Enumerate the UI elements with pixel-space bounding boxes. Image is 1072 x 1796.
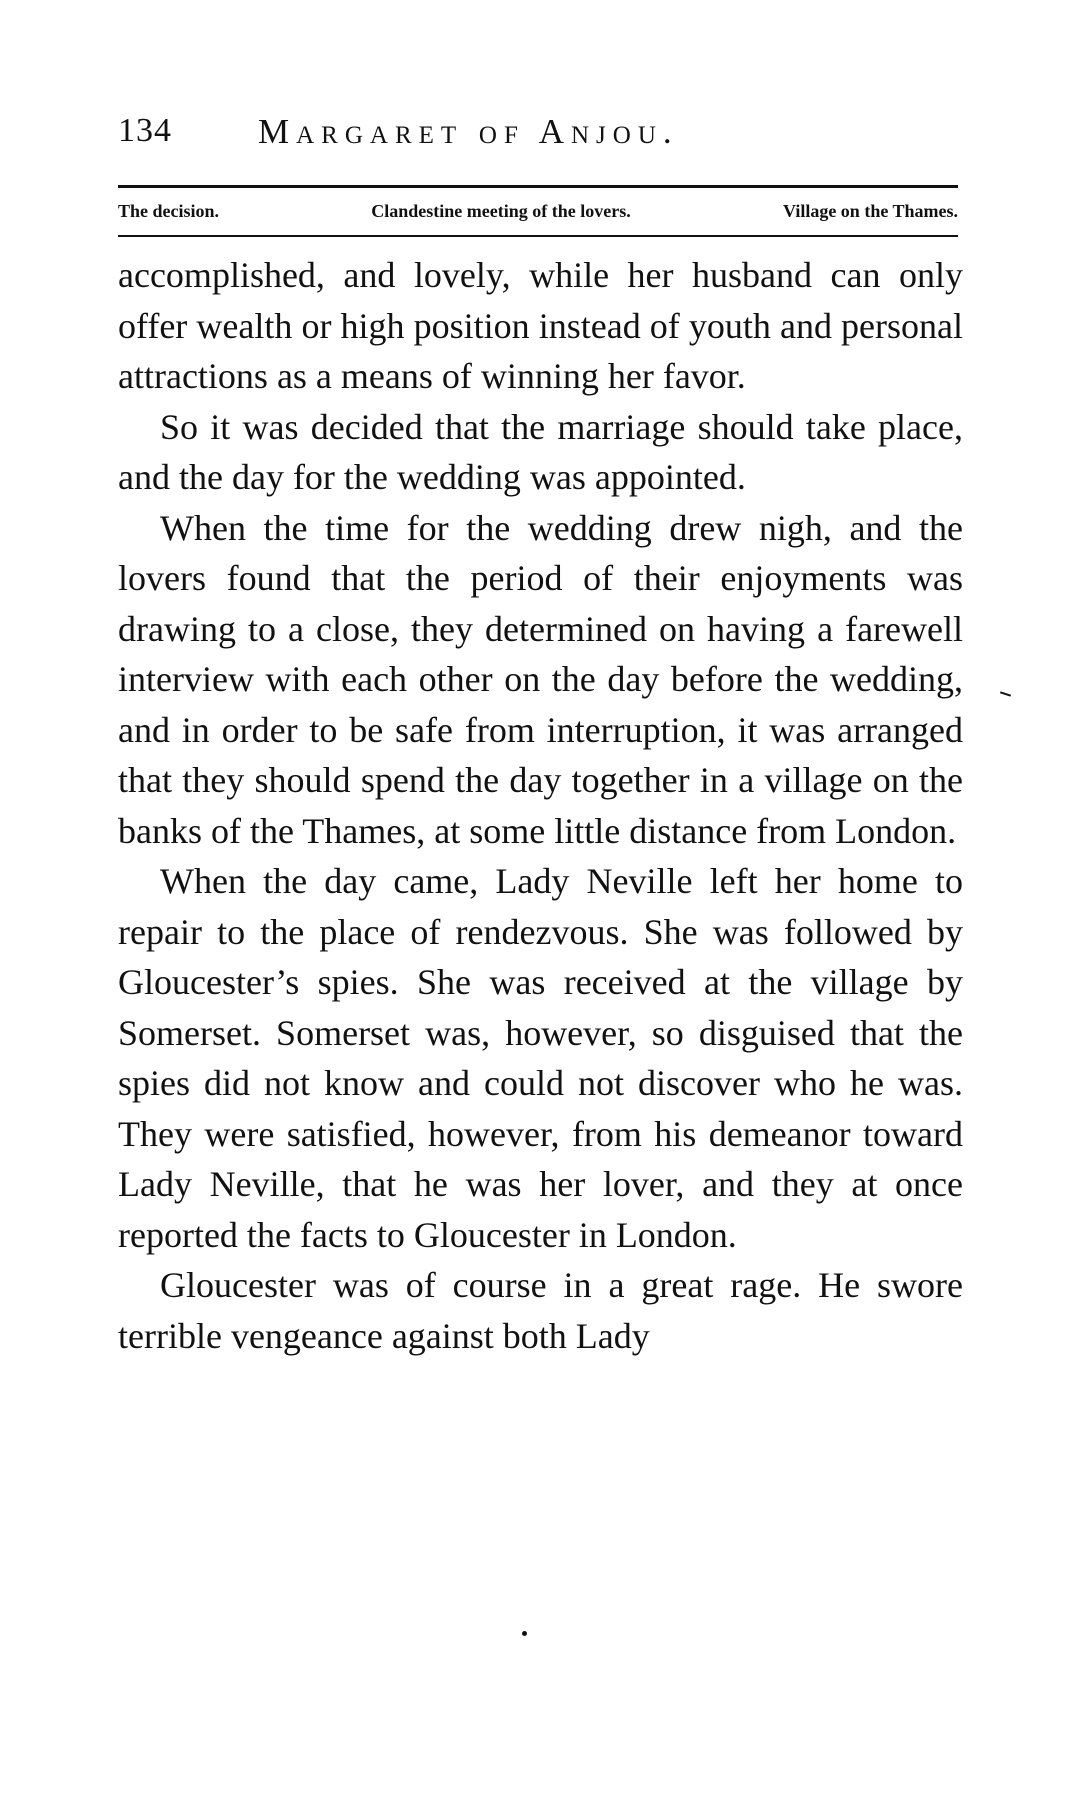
page-number: 134 — [118, 112, 172, 149]
topic-clandestine-meeting: Clandestine meeting of the lovers. — [371, 200, 631, 221]
paragraph-gloucester-rage: Gloucester was of course in a great rage. He swore terrible vengeance against both Lady — [118, 1265, 963, 1356]
margin-mark — [1000, 691, 1011, 696]
paragraph-farewell-plan: When the time for the wedding drew nigh, and the lovers found that the period of their enjoyments was drawing to a close, they determined on having a farewell interview with each other on the day before the wedding, and in order to be safe from interruption, it was arranged that they should spend the day together in a village on the banks of the Thames, at some little distance from London. — [118, 507, 963, 851]
body-text — [118, 250, 963, 1361]
paragraph-marriage-decision: So it was decided that the marriage should take place, and the day for the wedding was appointed. — [118, 406, 963, 497]
header-rule-top — [118, 185, 958, 188]
running-title: Margaret of Anjou. — [258, 112, 679, 151]
topic-summary — [118, 199, 958, 223]
topic-village-on-thames: Village on the Thames. — [782, 200, 958, 221]
paragraph-rendezvous: When the day came, Lady Neville left her home to repair to the place of rendezvous. She was followed by Gloucester’s spies. She was received at the village by Somerset. Somerset was, however, so disguised that the spies did not know and could not discover who he was. They were satisfied, however, from his demeanor toward Lady Neville, that he was her lover, and they at once reported the facts to Gloucester in London. — [118, 861, 963, 1255]
topic-decision: The decision. — [118, 200, 220, 221]
header-rule-bottom — [118, 235, 958, 237]
paragraph-continuation: accomplished, and lovely, while her husband can only offer wealth or high position instead of youth and personal attractions as a means of winning her favor. — [118, 255, 963, 396]
print-speck — [522, 1631, 527, 1636]
page-header — [118, 114, 958, 164]
